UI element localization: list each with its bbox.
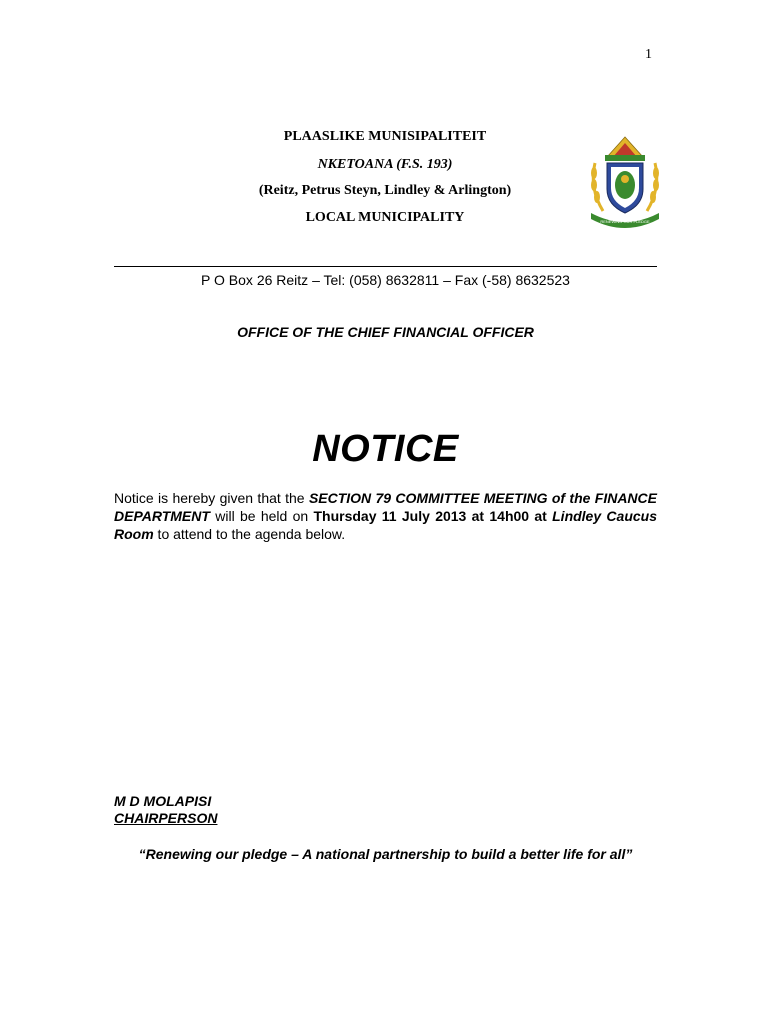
- notice-meeting-name: SECTION 79 COMMITTEE MEETING of the FINANCE DEPARTMENT: [114, 490, 657, 524]
- notice-title: NOTICE: [312, 428, 459, 470]
- notice-date-time: Thursday 11 July 2013 at 14h00 at: [313, 508, 547, 524]
- municipality-code: NKETOANA (F.S. 193): [317, 157, 453, 172]
- municipality-name: PLAASLIKE MUNISIPALITEIT: [283, 129, 487, 144]
- header-divider: [114, 266, 657, 267]
- notice-body: [114, 489, 657, 543]
- notice-text-1: Notice is hereby given that the: [114, 490, 309, 506]
- notice-text-4: to attend to the agenda below.: [153, 526, 346, 542]
- page-number: 1: [645, 47, 652, 62]
- contact-details: P O Box 26 Reitz – Tel: (058) 8632811 – Fax (-58) 8632523: [201, 272, 570, 288]
- notice-text-2: will be held on: [209, 508, 314, 524]
- crest-motto: RENEWING OUR PLEDGE: [600, 219, 650, 224]
- municipality-towns: (Reitz, Petrus Steyn, Lindley & Arlington): [258, 183, 512, 198]
- municipality-type: LOCAL MUNICIPALITY: [305, 210, 465, 225]
- notice-venue: Lindley Caucus Room: [114, 508, 657, 542]
- slogan: “Renewing our pledge – A national partnership to build a better life for all”: [138, 846, 633, 862]
- office-title: OFFICE OF THE CHIEF FINANCIAL OFFICER: [237, 324, 534, 340]
- signatory-name: M D MOLAPISI: [114, 793, 212, 809]
- municipal-crest-icon: [585, 133, 665, 228]
- signatory-title: CHAIRPERSON: [114, 810, 218, 826]
